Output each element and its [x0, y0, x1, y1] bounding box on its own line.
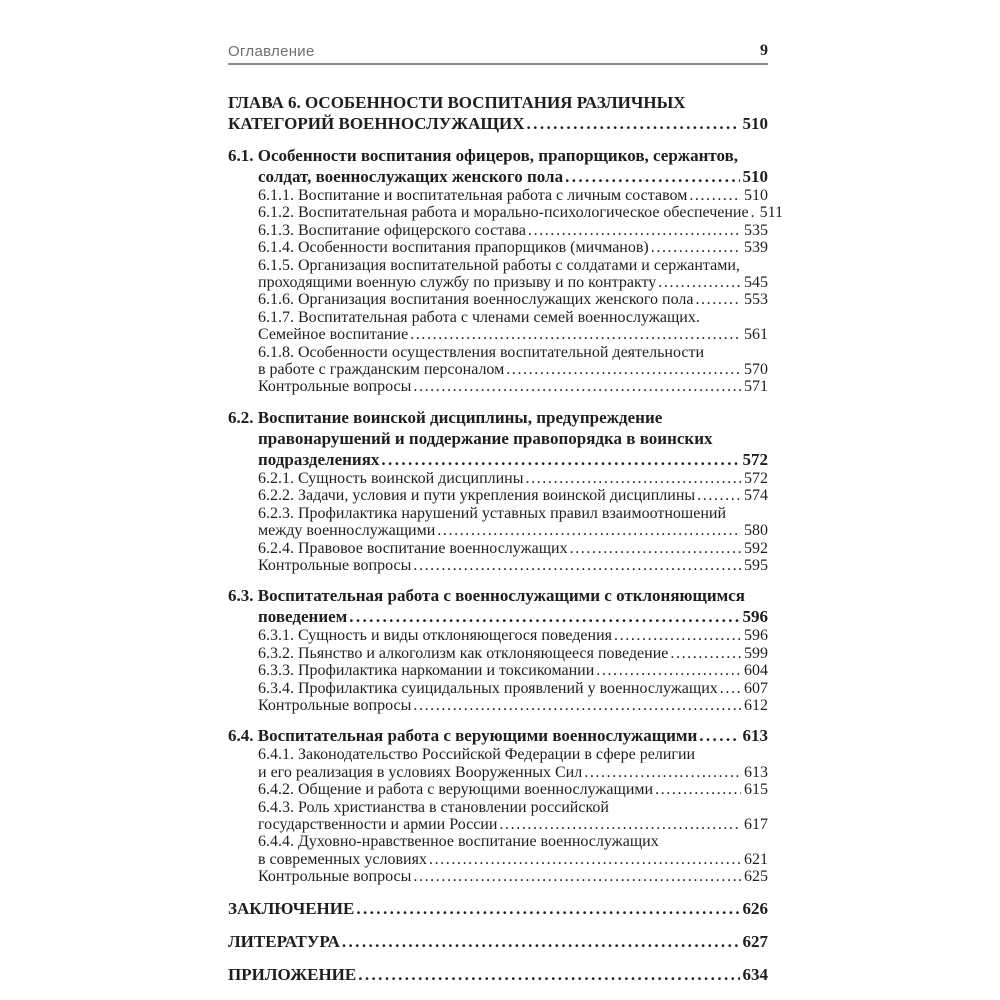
toc-entry-sub — [228, 470, 768, 487]
toc-entry-last-line — [258, 627, 768, 644]
toc-entry-text: ПРИЛОЖЕНИЕ — [228, 964, 357, 984]
page-ref: 572 — [742, 449, 768, 469]
toc-entry-sub — [228, 344, 768, 379]
toc-entry-last-line — [258, 680, 768, 697]
page-ref: 510 — [742, 114, 768, 133]
dot-leader — [342, 931, 740, 952]
toc-entry-sub — [228, 378, 768, 395]
toc-entry-last-line — [258, 166, 768, 187]
page-ref: 625 — [744, 868, 768, 886]
toc-entry-text: ЛИТЕРАТУРА — [228, 931, 340, 951]
page-ref: 613 — [744, 763, 768, 781]
toc-entry-text: 6.3.3. Профилактика наркомании и токсикомании — [258, 662, 595, 680]
toc-entry-text: подразделениях — [258, 449, 380, 469]
toc-entry-last-line — [258, 868, 768, 885]
toc-entry-text: 6.4. Воспитательная работа с верующими военнослужащими — [228, 726, 698, 746]
toc-entry-line: 6.1.7. Воспитательная работа с членами семей военнослужащих. — [258, 308, 700, 326]
toc-entry-sub — [228, 239, 768, 256]
dot-leader — [565, 166, 739, 187]
toc-entry-text: 6.2.4. Правовое воспитание военнослужащих — [258, 539, 568, 557]
toc-entry-text: Контрольные вопросы — [258, 378, 412, 396]
toc-entry-line: 6.3. Воспитательная работа с военнослужащими с отклоняющимся — [228, 586, 745, 606]
toc-entry-last-line — [228, 725, 768, 746]
dot-leader — [655, 781, 741, 798]
dot-leader — [413, 557, 741, 574]
toc-entry-last-line — [228, 898, 768, 919]
page-ref: 553 — [744, 291, 768, 309]
toc-entry-text: 6.1.6. Организация воспитания военнослужащих женского пола — [258, 291, 694, 309]
toc-entry-last-line — [258, 449, 768, 470]
page-ref: 572 — [744, 469, 768, 487]
toc-entry-last-line — [258, 291, 768, 308]
toc-entry-text: Контрольные вопросы — [258, 868, 412, 886]
toc-entry-text: ЗАКЛЮЧЕНИЕ — [228, 898, 355, 918]
toc-entry-last-line — [258, 522, 768, 539]
toc-entry-back — [228, 931, 768, 952]
toc-entry-text: 6.2.2. Задачи, условия и пути укрепления воинской дисциплины — [258, 487, 696, 505]
toc-entry-line: 6.1.8. Особенности осуществления воспитательной деятельности — [258, 343, 705, 361]
toc-entry-sub — [228, 868, 768, 885]
toc-entry-sub — [228, 204, 783, 222]
dot-leader — [413, 697, 741, 714]
toc-entry-text: 6.1.2. Воспитательная работа и морально-психологическое обеспечение — [258, 204, 749, 222]
toc-entry-sub — [228, 257, 768, 292]
page-ref: 626 — [742, 898, 768, 918]
dot-leader — [695, 291, 741, 308]
dot-leader — [437, 522, 741, 539]
toc-entry-last-line — [258, 851, 768, 868]
toc-entry-sub — [228, 187, 768, 204]
toc-entry-section — [228, 407, 768, 470]
page-ref: 627 — [742, 931, 768, 951]
page-ref: 599 — [744, 644, 768, 662]
toc-entry-text: Семейное воспитание — [258, 326, 409, 344]
page-ref: 510 — [744, 187, 768, 204]
page-ref: 539 — [744, 239, 768, 257]
toc-entry-sub — [228, 540, 768, 557]
toc-entry-last-line — [258, 361, 768, 378]
toc-entry-last-line — [228, 931, 768, 952]
toc-entry-text: в современных условиях — [258, 850, 427, 868]
page-ref: 607 — [744, 679, 768, 697]
dot-leader — [527, 113, 740, 134]
toc-entry-last-line — [258, 645, 768, 662]
toc-entry-text: 6.3.4. Профилактика суицидальных проявлений у военнослужащих — [258, 679, 718, 697]
toc-entry-back — [228, 898, 768, 919]
toc-entry-text: 6.2.1. Сущность воинской дисциплины — [258, 469, 524, 487]
toc-entry-line: 6.2.3. Профилактика нарушений уставных правил взаимоотношений — [258, 504, 727, 522]
toc-entry-sub — [228, 627, 768, 644]
page-ref: 596 — [742, 607, 768, 627]
dot-leader — [429, 851, 741, 868]
page-ref: 595 — [744, 556, 768, 574]
page-ref: 561 — [744, 326, 768, 344]
toc-entry-text: государственности и армии России — [258, 815, 498, 833]
dot-leader — [658, 274, 741, 291]
toc-entry-last-line — [258, 662, 768, 679]
toc-entry-section — [228, 145, 768, 187]
page-ref: 604 — [744, 662, 768, 680]
toc-entry-line: 6.4.4. Духовно-нравственное воспитание военнослужащих — [258, 833, 659, 851]
toc-entry-sub — [228, 309, 768, 344]
page-ref: 613 — [742, 726, 768, 746]
toc-entry-sub — [228, 291, 768, 308]
toc-entry-sub — [228, 505, 768, 540]
toc-entry-sub — [228, 222, 768, 239]
toc-entry-section — [228, 725, 768, 746]
page-header — [228, 42, 768, 65]
toc-entry-last-line — [258, 274, 768, 291]
toc-entry-text: 6.1.1. Воспитание и воспитательная работа с личным составом — [258, 187, 688, 204]
toc-entry-text: поведением — [258, 607, 348, 627]
page-ref: 574 — [744, 487, 768, 505]
dot-leader — [526, 470, 742, 487]
toc-entry-sub — [228, 697, 768, 714]
toc-entry-last-line — [258, 222, 768, 239]
toc-entry-text: 6.3.1. Сущность и виды отклоняющегося поведения — [258, 627, 613, 645]
page-ref: 596 — [744, 627, 768, 645]
dot-leader — [720, 680, 741, 697]
toc-entry-line: 6.2. Воспитание воинской дисциплины, предупреждение — [228, 407, 663, 427]
toc-entry-line: ГЛАВА 6. ОСОБЕННОСТИ ВОСПИТАНИЯ РАЗЛИЧНЫХ — [228, 93, 686, 112]
dot-leader — [499, 816, 741, 833]
toc-entry-sub — [228, 799, 768, 834]
toc-entry-last-line — [258, 487, 768, 504]
toc-entry-last-line — [228, 964, 768, 985]
dot-leader — [651, 239, 741, 256]
dot-leader — [381, 449, 739, 470]
toc-entry-sub — [228, 487, 768, 504]
running-title: Оглавление — [228, 43, 315, 60]
toc-entry-text: 6.4.2. Общение и работа с верующими военнослужащими — [258, 781, 654, 799]
dot-leader — [410, 326, 741, 343]
dot-leader — [349, 606, 739, 627]
dot-leader — [413, 378, 741, 395]
toc-entry-last-line — [258, 557, 768, 574]
toc-entry-line: правонарушений и поддержание правопорядка в воинских — [258, 428, 713, 448]
page-number: 9 — [760, 42, 768, 59]
toc-entry-last-line — [258, 187, 768, 204]
toc-entry-line: 6.4.1. Законодательство Российской Федерации в сфере религии — [258, 746, 696, 764]
toc-entry-text: 6.1.4. Особенности воспитания прапорщиков (мичманов) — [258, 239, 649, 257]
toc-entry-last-line — [258, 816, 768, 833]
toc-entry-sub — [228, 557, 768, 574]
toc-entry-text: 6.3.2. Пьянство и алкоголизм как отклоняющееся поведение — [258, 644, 669, 662]
dot-leader — [413, 868, 741, 885]
toc-entry-sub — [228, 662, 768, 679]
toc-entry-last-line — [258, 239, 768, 256]
dot-leader — [689, 187, 741, 204]
toc-list — [228, 92, 783, 985]
toc-entry-sub — [228, 781, 768, 798]
toc-entry-sub — [228, 680, 768, 697]
toc-entry-text: солдат, военнослужащих женского пола — [258, 167, 564, 186]
toc-entry-text: проходящими военную службу по призыву и по контракту — [258, 274, 657, 292]
dot-leader — [356, 898, 739, 919]
page-ref: 580 — [744, 522, 768, 540]
toc-entry-last-line — [258, 470, 768, 487]
page-ref: 511 — [759, 204, 783, 222]
page-ref: 570 — [744, 361, 768, 379]
page-ref: 535 — [744, 221, 768, 239]
toc-entry-text: между военнослужащими — [258, 522, 436, 540]
page-ref: 612 — [744, 696, 768, 714]
dot-leader — [670, 645, 741, 662]
toc-entry-last-line — [258, 204, 783, 222]
toc-entry-text: 6.1.3. Воспитание офицерского состава — [258, 221, 526, 239]
dot-leader — [570, 540, 741, 557]
dot-leader — [596, 662, 741, 679]
toc-entry-last-line — [228, 113, 768, 134]
toc-entry-text: Контрольные вопросы — [258, 696, 412, 714]
dot-leader — [699, 725, 739, 746]
toc-entry-sub — [228, 645, 768, 662]
toc-entry-last-line — [258, 326, 768, 343]
toc-entry-line: 6.1. Особенности воспитания офицеров, прапорщиков, сержантов, — [228, 146, 739, 165]
dot-leader — [528, 222, 741, 239]
page-ref: 621 — [744, 850, 768, 868]
toc-entry-section — [228, 585, 768, 627]
dot-leader — [751, 204, 757, 221]
toc-entry-text: КАТЕГОРИЙ ВОЕННОСЛУЖАЩИХ — [228, 114, 525, 133]
toc-entry-chapter — [228, 92, 768, 134]
page-ref: 634 — [742, 964, 768, 984]
toc-entry-last-line — [258, 764, 768, 781]
dot-leader — [584, 764, 741, 781]
page-ref: 571 — [744, 378, 768, 396]
toc-entry-last-line — [258, 606, 768, 627]
page-ref: 545 — [744, 274, 768, 292]
toc-entry-last-line — [258, 697, 768, 714]
dot-leader — [358, 964, 739, 985]
toc-entry-text: и его реализация в условиях Вооруженных Сил — [258, 763, 583, 781]
toc-entry-line: 6.1.5. Организация воспитательной работы с солдатами и сержантами, — [258, 256, 740, 274]
dot-leader — [506, 361, 741, 378]
toc-entry-sub — [228, 746, 768, 781]
toc-entry-sub — [228, 833, 768, 868]
toc-entry-line: 6.4.3. Роль христианства в становлении российской — [258, 798, 609, 816]
page-ref: 615 — [744, 781, 768, 799]
toc-entry-last-line — [258, 781, 768, 798]
toc-entry-last-line — [258, 378, 768, 395]
dot-leader — [697, 487, 741, 504]
toc-entry-text: Контрольные вопросы — [258, 556, 412, 574]
toc-entry-last-line — [258, 540, 768, 557]
dot-leader — [614, 627, 741, 644]
toc-entry-text: в работе с гражданским персоналом — [258, 361, 505, 379]
page-ref: 592 — [744, 539, 768, 557]
page-ref: 617 — [744, 815, 768, 833]
toc-entry-back — [228, 964, 768, 985]
page-ref: 510 — [742, 167, 768, 186]
